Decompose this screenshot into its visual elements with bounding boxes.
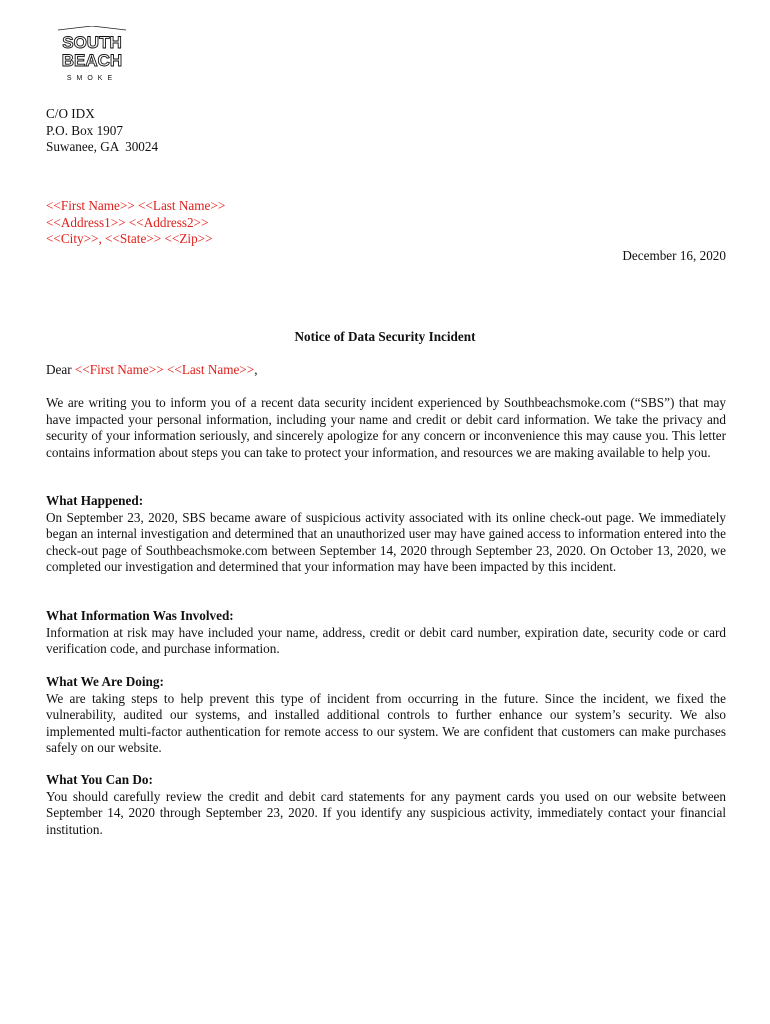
section-information-involved: [46, 608, 726, 658]
sender-line2: P.O. Box 1907: [46, 122, 123, 138]
section-what-we-are-doing: [46, 674, 726, 757]
section-body: We are taking steps to help prevent this type of incident from occurring in the future. Since the incident, we fixed the vulnerability, audited our systems, and installed additional controls to further enhance our system’s security. We also implemented multi-factor authentication for remote access to our system. We are confident that customers can make purchases safely on our website.: [46, 690, 726, 755]
logo-line2: BEACH: [61, 51, 123, 70]
section-body: On September 23, 2020, SBS became aware of suspicious activity associated with its online check-out page. We immediately began an internal investigation and determined that an unauthorized user may have gained access to information entered into the check-out page of Southbeachsmoke.com between September 14, 2020 through September 23, 2020. On October 13, 2020, we completed our investigation and determined that your information may have been impacted by this incident.: [46, 509, 726, 574]
recipient-line1: <<First Name>> <<Last Name>>: [46, 198, 226, 213]
section-body: You should carefully review the credit and debit card statements for any payment cards you used on our website between September 14, 2020 through September 23, 2020. If you identify any suspicious activity, immediately contact your financial institution.: [46, 788, 726, 837]
salutation: [46, 362, 726, 379]
section-body: Information at risk may have included your name, address, credit or debit card number, expiration date, security code or card verification code, and purchase information.: [46, 624, 726, 656]
intro-paragraph: We are writing you to inform you of a recent data security incident experienced by Southbeachsmoke.com (“SBS”) that may have impacted your personal information, including your name and credit or debit card information. We take the privacy and security of your information seriously, and sincerely apologize for any concern or inconvenience this may cause you. This letter contains information about steps you can take to protect your information, and resources we are making available to help you.: [46, 395, 726, 460]
south-beach-smoke-logo: [52, 26, 132, 86]
letter-title: Notice of Data Security Incident: [294, 329, 476, 344]
section-heading: What Information Was Involved:: [46, 608, 234, 623]
logo-line1: SOUTH: [62, 33, 122, 52]
recipient-line3: <<City>>, <<State>> <<Zip>>: [46, 231, 213, 246]
section-heading: What Happened:: [46, 493, 144, 508]
sender-line1: C/O IDX: [46, 106, 95, 121]
sender-line3: Suwanee, GA 30024: [46, 139, 159, 154]
section-what-happened: [46, 493, 726, 576]
recipient-address: [46, 198, 726, 248]
recipient-line2: <<Address1>> <<Address2>>: [46, 214, 209, 230]
section-what-you-can-do: [46, 772, 726, 838]
logo-line3: SMOKE: [66, 75, 118, 82]
salutation-name: <<First Name>> <<Last Name>>: [74, 362, 255, 377]
sender-address: [46, 106, 726, 156]
salutation-prefix: Dear: [46, 362, 75, 377]
section-heading: What We Are Doing:: [46, 674, 164, 689]
salutation-suffix: ,: [254, 362, 258, 377]
section-heading: What You Can Do:: [46, 772, 153, 787]
letter-date: December 16, 2020: [622, 248, 726, 263]
